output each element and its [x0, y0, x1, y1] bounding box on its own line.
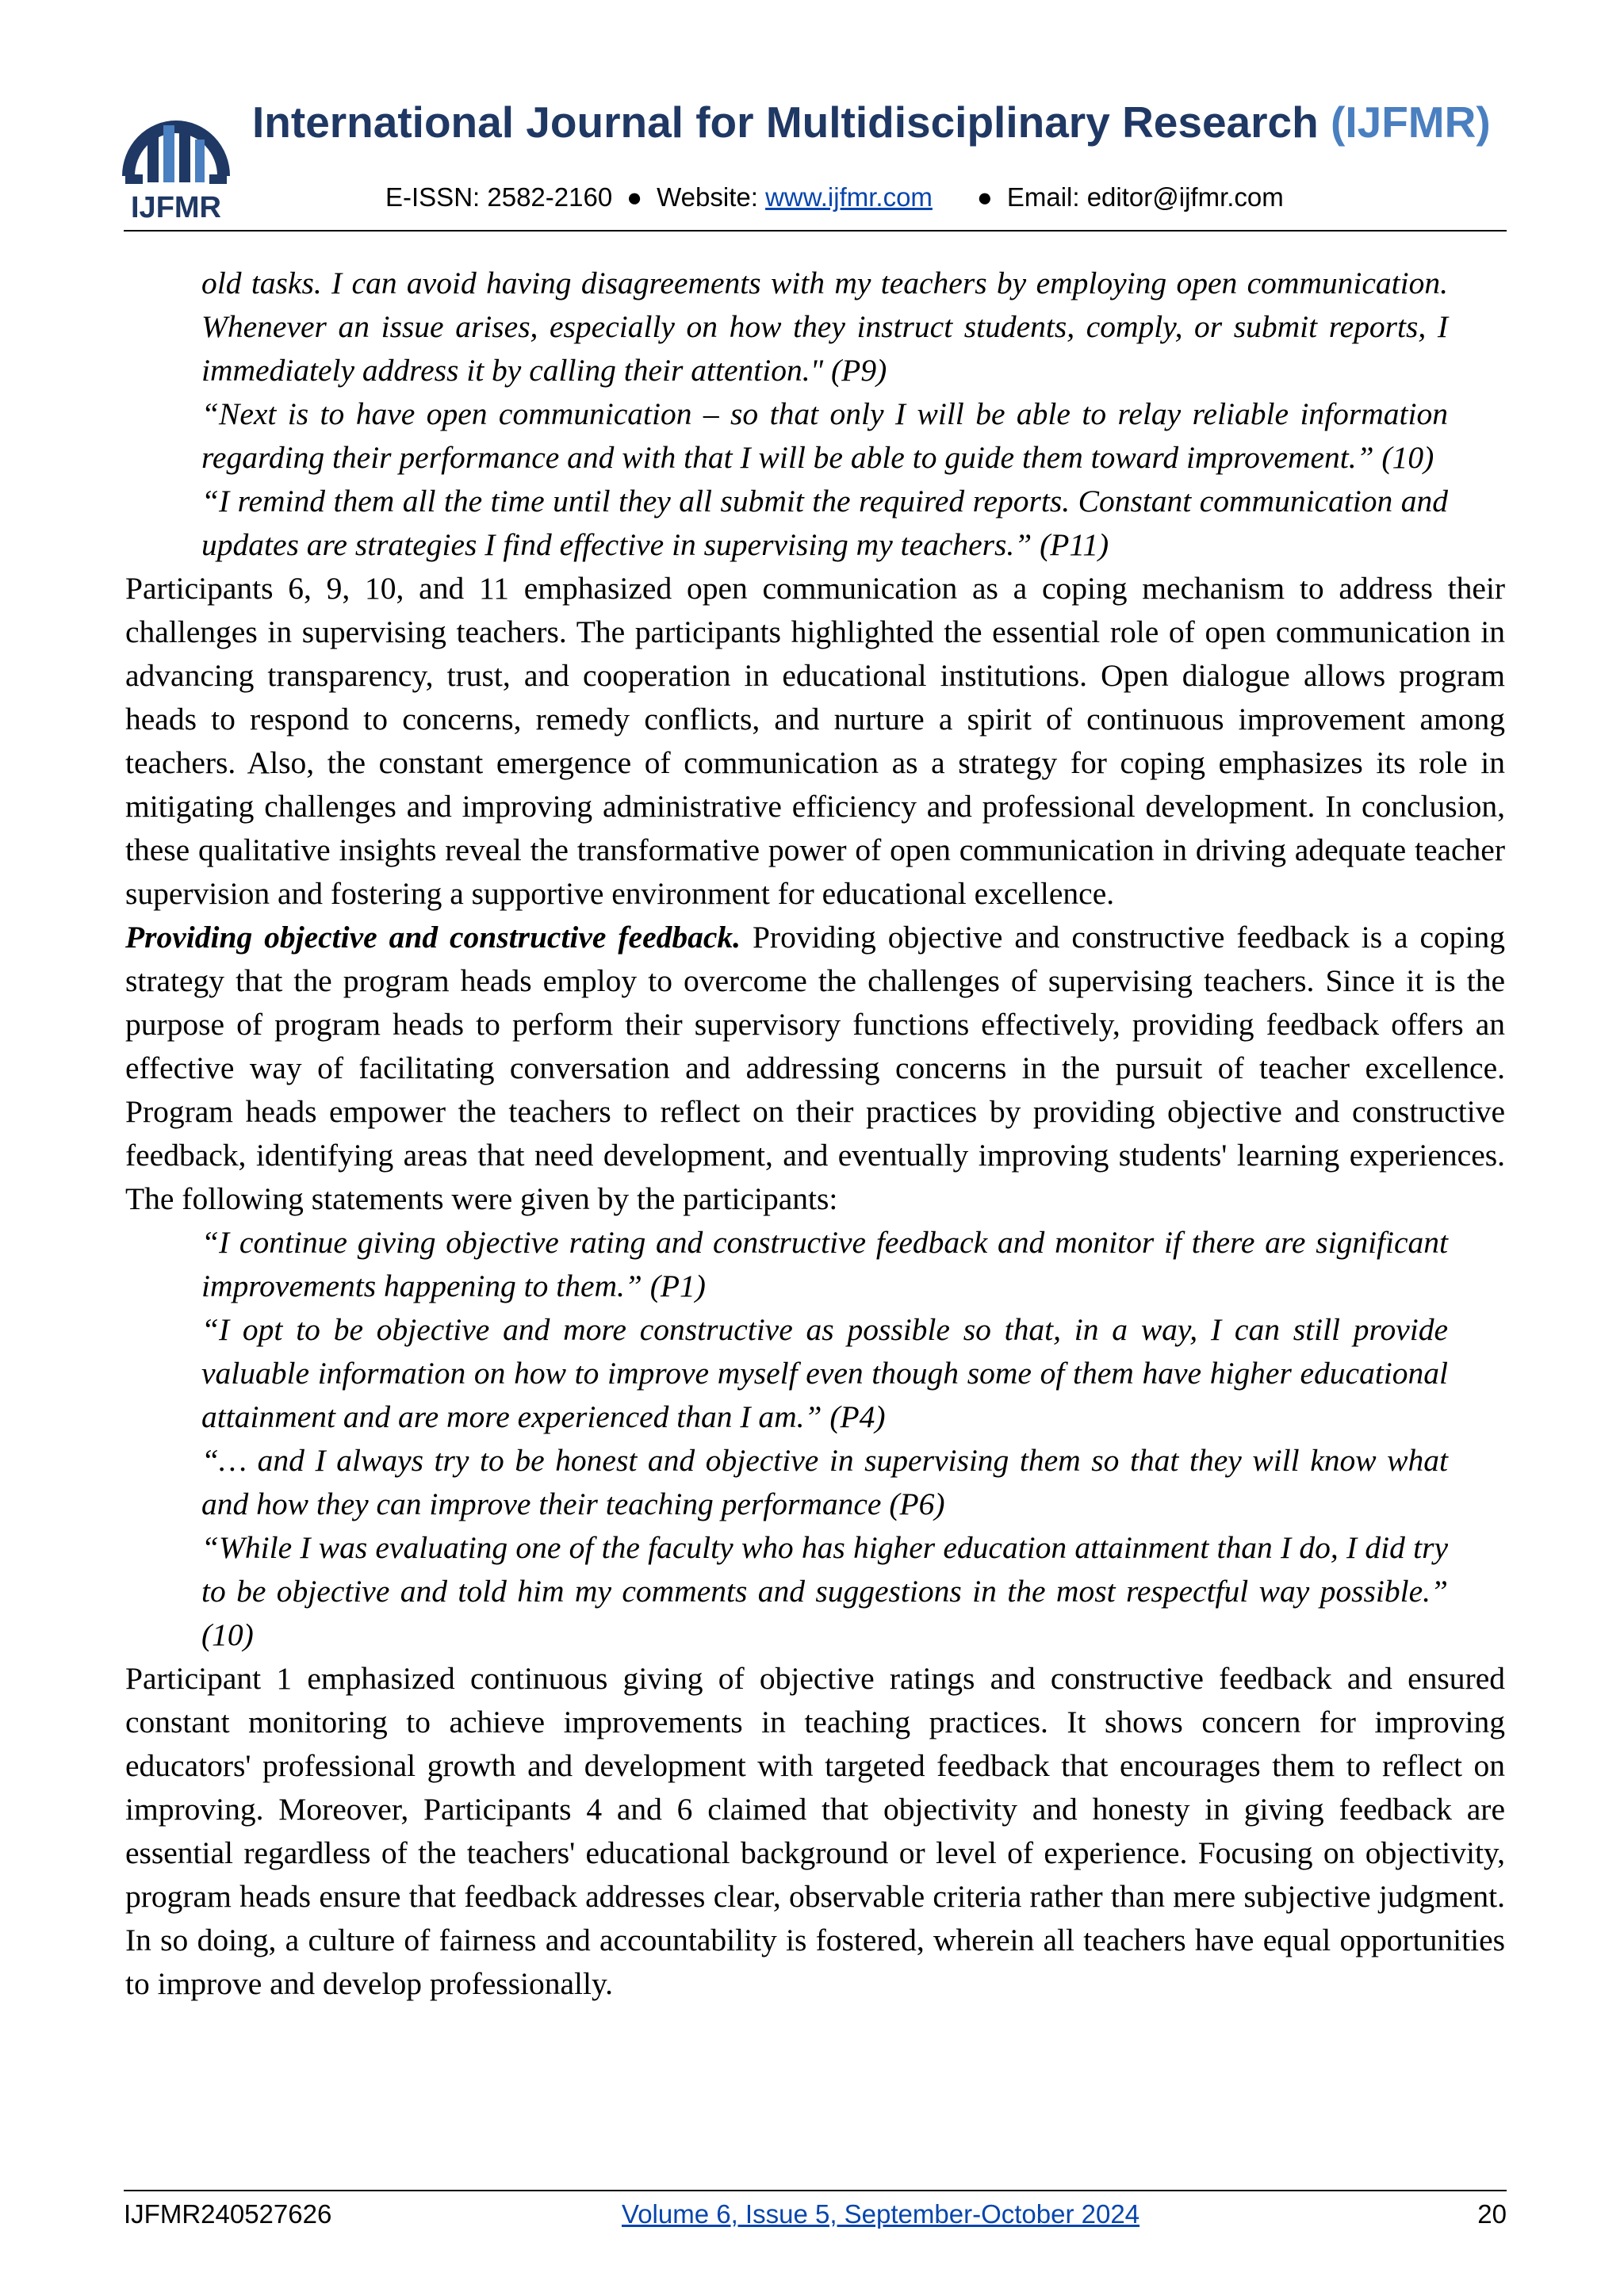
- quote-p9: old tasks. I can avoid having disagreements with my teachers by employing open communication. Whenever an issue arises, especially on how they instruct students, comply, or submit reports, I immediately address it by calling their attention." (P9): [201, 266, 1448, 388]
- separator-bullet: ●: [976, 182, 993, 212]
- website-label: Website:: [657, 182, 758, 212]
- journal-abbreviation: (IJFMR): [1331, 98, 1491, 147]
- footer-rule: [124, 2190, 1507, 2191]
- quote-p6: “… and I always try to be honest and objective in supervising them so that they will know what and how they can improve their teaching performance (P6): [201, 1443, 1448, 1521]
- website-link[interactable]: www.ijfmr.com: [765, 182, 933, 212]
- paragraph-objectivity: Participant 1 emphasized continuous giving of objective ratings and constructive feedback and ensured constant monitoring to achieve improvements in teaching practices. It shows concern for improving educators' professional growth and development with targeted feedback that encourages them to reflect on improving. Moreover, Participants 4 and 6 claimed that objectivity and honesty in giving feedback are essential regardless of the teachers' educational background or level of experience. Focusing on objectivity, program heads ensure that feedback addresses clear, observable criteria rather than mere subjective judgment. In so doing, a culture of fairness and accountability is fostered, wherein all teachers have equal opportunities to improve and develop professionally.: [125, 1661, 1505, 2001]
- header-rule: [124, 230, 1507, 232]
- paper-id: IJFMR240527626: [124, 2199, 332, 2229]
- quote-p11: “I remind them all the time until they all submit the required reports. Constant communication and updates are strategies I find effective in supervising my teachers.” (P11): [201, 484, 1448, 562]
- journal-title: [252, 97, 1491, 147]
- journal-name: International Journal for Multidisciplinary Research: [252, 98, 1319, 147]
- email: Email: editor@ijfmr.com: [1006, 182, 1284, 212]
- section-lead: Providing objective and constructive feedback.: [125, 920, 741, 955]
- journal-meta: [385, 182, 1284, 212]
- paragraph-open-communication: Participants 6, 9, 10, and 11 emphasized open communication as a coping mechanism to address their challenges in supervising teachers. The participants highlighted the essential role of open communication in advancing transparency, trust, and cooperation in educational institutions. Open dialogue allows program heads to respond to concerns, remedy conflicts, and nurture a spirit of continuous improvement among teachers. Also, the constant emergence of communication as a strategy for coping emphasizes its role in mitigating challenges and improving administrative efficiency and professional development. In conclusion, these qualitative insights reveal the transformative power of open communication in driving adequate teacher supervision and fostering a supportive environment for educational excellence.: [125, 571, 1505, 911]
- paragraph-feedback: [125, 916, 1505, 1221]
- quote-10b: “While I was evaluating one of the faculty who has higher education attainment than I do, I did try to be objective and told him my comments and suggestions in the most respectful way possible.” (10): [201, 1530, 1448, 1652]
- paragraph-feedback-text: Providing objective and constructive feedback is a coping strategy that the program heads employ to overcome the challenges of supervising teachers. Since it is the purpose of program heads to perform their supervisory functions effectively, providing feedback offers an effective way of facilitating conversation and addressing concerns in the pursuit of teacher excellence. Program heads empower the teachers to reflect on their practices by providing objective and constructive feedback, identifying areas that need development, and eventually improving students' learning experiences. The following statements were given by the participants:: [125, 920, 1505, 1216]
- volume-link[interactable]: Volume 6, Issue 5, September-October 2024: [622, 2199, 1140, 2229]
- quote-p4: “I opt to be objective and more constructive as possible so that, in a way, I can still provide valuable information on how to improve myself even though some of them have higher educational attainment and are more experienced than I am.” (P4): [201, 1312, 1448, 1434]
- separator-bullet: ●: [626, 182, 643, 212]
- journal-logo: [121, 89, 232, 224]
- eissn: E-ISSN: 2582-2160: [385, 182, 613, 212]
- quote-p10: “Next is to have open communication – so that only I will be able to relay reliable information regarding their performance and with that I will be able to guide them toward improvement.” (10): [201, 396, 1448, 475]
- article-body: [125, 262, 1505, 2006]
- page-number: 20: [1477, 2199, 1507, 2229]
- quote-p1: “I continue giving objective rating and constructive feedback and monitor if there are significant improvements happening to them.” (P1): [201, 1225, 1448, 1303]
- logo-text: IJFMR: [131, 191, 221, 224]
